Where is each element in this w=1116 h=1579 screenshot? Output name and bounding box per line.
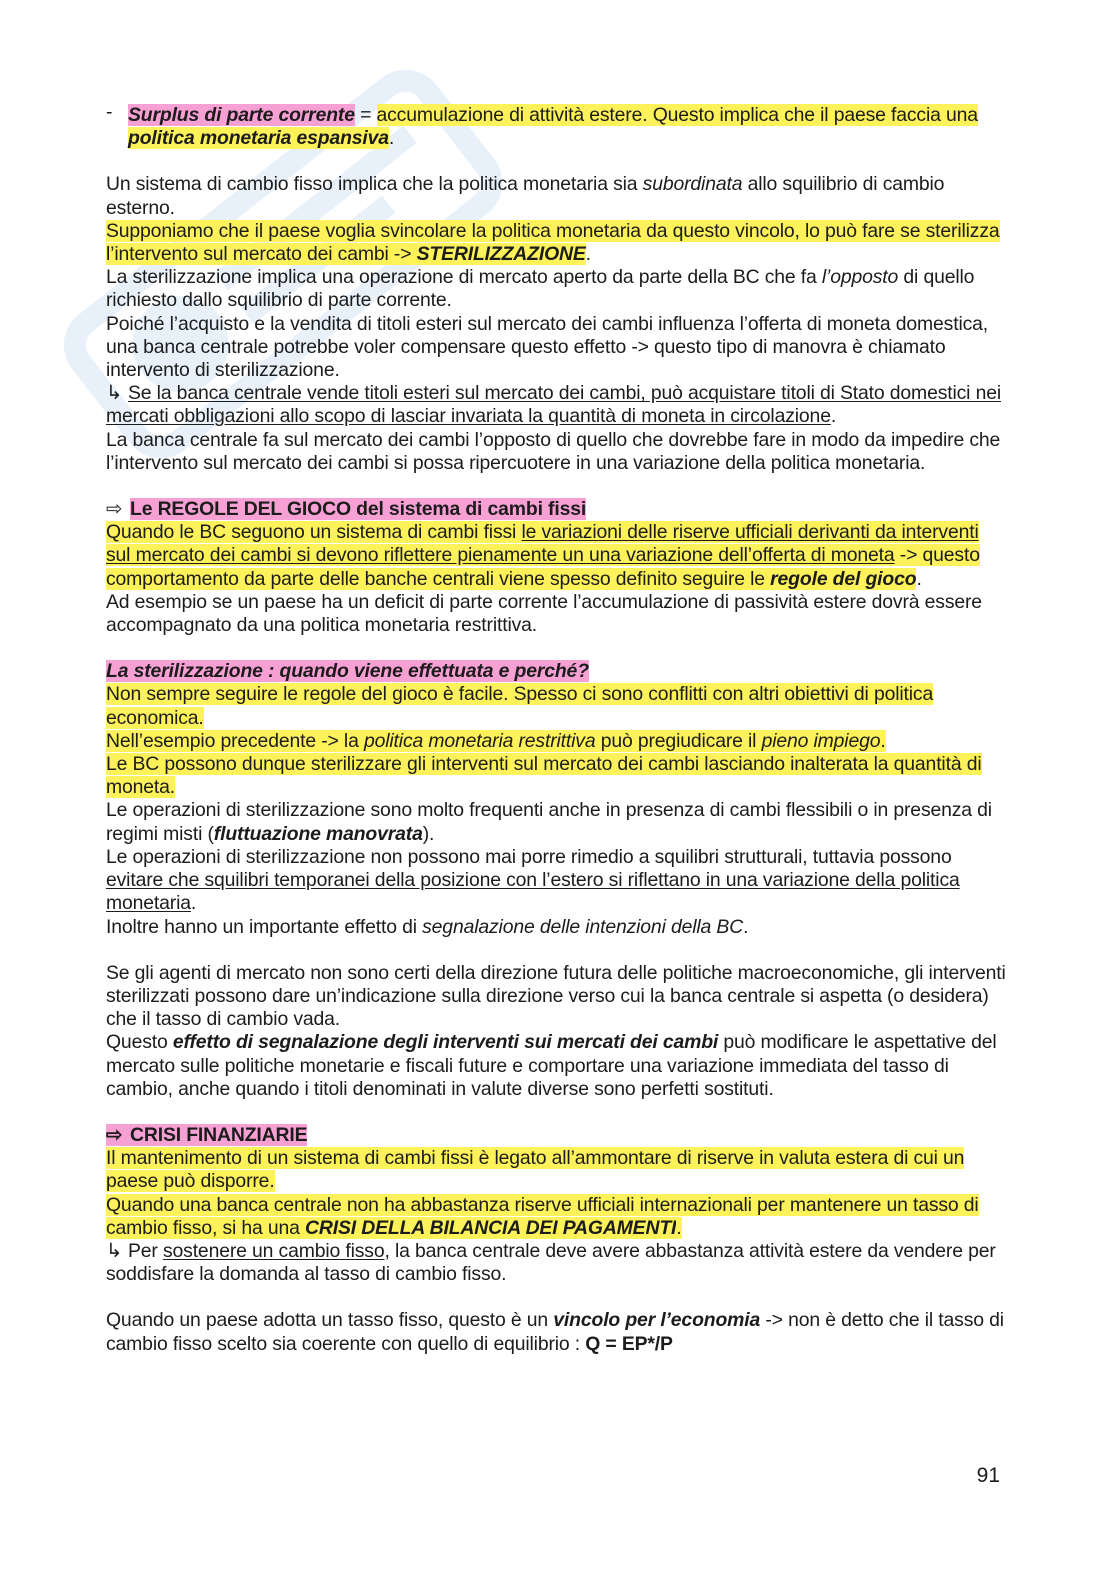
page-number: 91 [976, 1464, 1000, 1487]
heading-sterilizzazione: La sterilizzazione : quando viene effettuata e perché? [106, 660, 589, 683]
paragraph: La sterilizzazione implica una operazione di mercato aperto da parte della BC che fa l’opposto di quello richiesto dallo squilibrio di parte corrente. [106, 266, 975, 312]
paragraph: Se gli agenti di mercato non sono certi della direzione futura delle politiche macroeconomiche, gli interventi sterilizzati possono dare un’indicazione sulla direzione verso cui la banca centrale si aspetta (o desidera) che il tasso di cambio vada. [106, 961, 1006, 1031]
paragraph: Quando un paese adotta un tasso fisso, questo è un vincolo per l’economia -> non è detto che il tasso di cambio fisso scelto sia coerente con quello di equilibrio : Q = EP*/P [106, 1309, 1004, 1355]
paragraph: Poiché l’acquisto e la vendita di titoli esteri sul mercato dei cambi influenza l’offerta di moneta domestica, una banca centrale potrebbe voler compensare questo effetto -> questo tipo di manovra è chiamato intervento di sterilizzazione. [106, 312, 989, 382]
dash-marker: - [106, 101, 113, 123]
paragraph: Ad esempio se un paese ha un deficit di parte corrente l’accumulazione di passività estere dovrà essere accompagnato da una politica monetaria restrittiva. [106, 590, 982, 637]
paragraph: Le BC possono dunque sterilizzare gli interventi sul mercato dei cambi lasciando inalterata la quantità di moneta. [106, 753, 982, 799]
paragraph: ↳ Per sostenere un cambio fisso, la banca centrale deve avere abbastanza attività estere da vendere per soddisfare la domanda al tasso di cambio fisso. [106, 1239, 996, 1286]
term-politica-espansiva: politica monetaria espansiva [128, 127, 389, 150]
paragraph: Un sistema di cambio fisso implica che la politica monetaria sia subordinata allo squilibrio di cambio esterno. [106, 173, 945, 219]
heading-crisi-finanziarie: ⇨ CRISI FINANZIARIE [106, 1123, 308, 1146]
right-arrow-icon: ⇨ [106, 498, 123, 521]
term-sterilizzazione: STERILIZZAZIONE [416, 243, 586, 266]
paragraph: Non sempre seguire le regole del gioco è facile. Spesso ci sono conflitti con altri obiettivi di politica economica. [106, 683, 934, 729]
paragraph: Questo effetto di segnalazione degli interventi sui mercati dei cambi può modificare le aspettative del mercato sulle politiche monetarie e fiscali future e comportare una variazione immediata del tasso di cambio, anche quando i titoli denominati in valute diverse sono perfetti sostituti. [106, 1031, 997, 1100]
paragraph: La banca centrale fa sul mercato dei cambi l’opposto di quello che dovrebbe fare in modo da impedire che l’intervento sul mercato dei cambi si possa ripercuotere in una variazione della politica monetaria. [106, 428, 1001, 474]
paragraph: Quando le BC seguono un sistema di cambi fissi le variazioni delle riserve ufficiali derivanti da interventi sul mercato dei cambi si devono riflettere pienamente un una variazione dell’offerta di moneta -> questo comportamento da parte delle banche centrali viene spesso definito seguire le regole del gioco. [106, 521, 980, 590]
paragraph: Il mantenimento di un sistema di cambi fissi è legato all’ammontare di riserve in valuta estera di cui un paese può disporre. [106, 1147, 965, 1193]
right-arrow-icon: ⇨ [106, 1123, 123, 1146]
return-arrow-icon: ↳ [106, 382, 123, 405]
paragraph: Supponiamo che il paese voglia svincolare la politica monetaria da questo vincolo, lo può fare se sterilizza l’intervento sul mercato dei cambi -> STERILIZZAZIONE. [106, 219, 1000, 266]
return-arrow-icon: ↳ [106, 1239, 123, 1262]
paragraph: Le operazioni di sterilizzazione non possono mai porre rimedio a squilibri strutturali, tuttavia possono evitare che squilibri temporanei della posizione con l’estero si riflettano in una variazione della politica monetaria. [106, 845, 960, 915]
document-page [106, 101, 1006, 1356]
formula: Q = EP*/P [585, 1332, 673, 1355]
paragraph: Inoltre hanno un importante effetto di segnalazione delle intenzioni della BC. [106, 915, 749, 938]
paragraph: ↳ Se la banca centrale vende titoli esteri sul mercato dei cambi, può acquistare titoli di Stato domestici nei mercati obbligazioni allo scopo di lasciar invariata la quantità di moneta in circolazione. [106, 382, 1002, 428]
paragraph: Quando una banca centrale non ha abbastanza riserve ufficiali internazionali per mantenere un tasso di cambio fisso, si ha una CRISI DELLA BILANCIA DEI PAGAMENTI. [106, 1193, 979, 1239]
bullet-surplus: - Surplus di parte corrente = accumulazione di attività estere. Questo implica che il paese faccia una politica monetaria espansiva. [106, 101, 978, 150]
term-surplus: Surplus di parte corrente [128, 104, 355, 126]
paragraph: Nell’esempio precedente -> la politica monetaria restrittiva può pregiudicare il pieno impiego. [106, 729, 886, 752]
paragraph: Le operazioni di sterilizzazione sono molto frequenti anche in presenza di cambi flessibili o in presenza di regimi misti (fluttuazione manovrata). [106, 799, 992, 845]
heading-regole-del-gioco: ⇨ Le REGOLE DEL GIOCO del sistema di cambi fissi [106, 498, 587, 521]
